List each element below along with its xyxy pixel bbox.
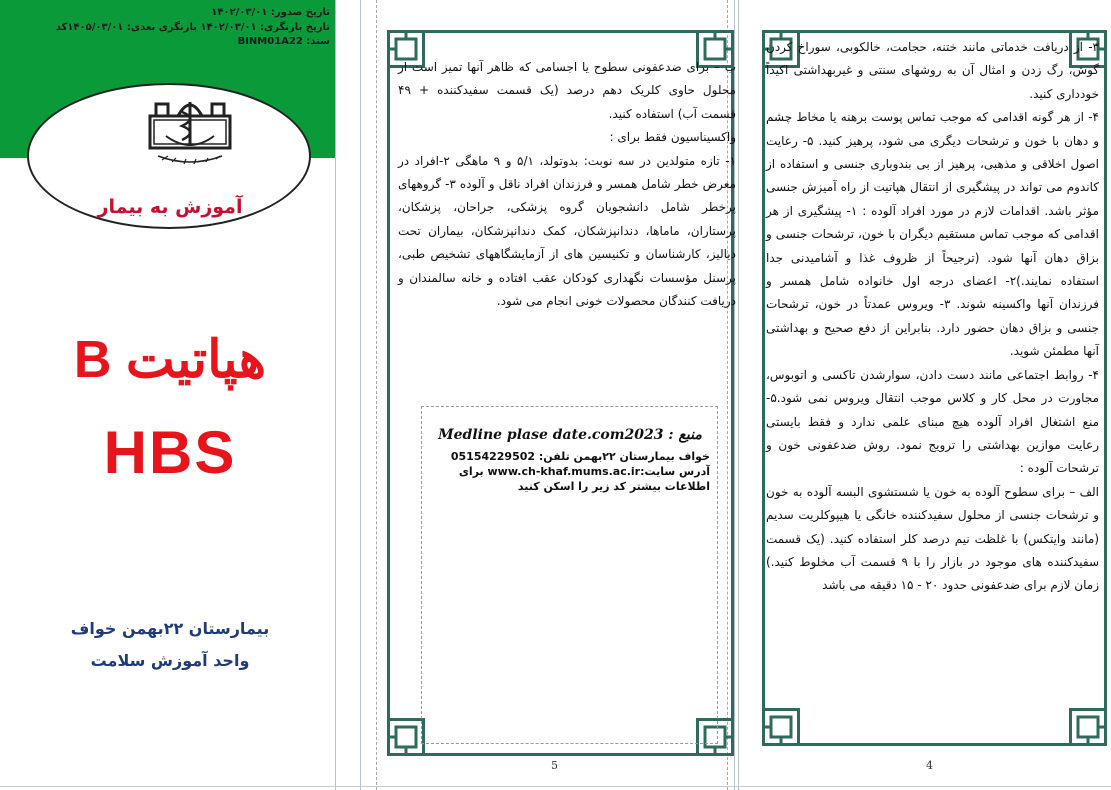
page-divider [738,0,739,790]
page-number: 4 [926,759,933,772]
paragraph: واکسیناسیون فقط برای : [609,130,736,145]
paragraph: ۳- از دریافت خدماتی مانند ختنه، حجامت، خالکوبی، سوراخ کردن گوش، رگ زدن و امثال آن به روشهای سنتی و غیربهداشتی اکیداً خودداری کنید. [766,40,1099,101]
paragraph: ب – برای ضدعفونی سطوح یا اجسامی که ظاهر آنها تمیز است از محلول حاوی کلریک دهم درصد (یک قسمت سفیدکننده + ۴۹ قسمت آب) استفاده کنید. [398,60,736,121]
source-title: منبع : Medline plase date.com2023 [438,427,702,443]
website-address: آدرس سایت:www.ch-khaf.mums.ac.ir برای [458,465,710,478]
meta-line: تاریخ بازنگری: ۱۴۰۲/۰۳/۰۱ بازنگری بعدی: ۱۴۰۵/۰۳/۰۱کد [55,21,330,33]
page-number: 5 [551,759,558,772]
page5-body [398,56,736,313]
corner-ornament-icon [387,718,425,756]
paragraph: ۴- روابط اجتماعی مانند دست دادن، سوارشدن تاکسی و اتوبوس، مجاورت در محل کار و کلاس موجب انتقال ویروس نمی شود.۵- منع اشتغال افراد آلوده هیچ مبنای علمی ندارد و فقط بایستی رعایت موازین بهداشتی را ترویج نمود. روش ضدعفونی خون و ترشحات آلوده : [766,367,1099,476]
hepatitis-b-title: هپاتیت B [73,331,267,389]
patient-education-title: آموزش به بیمار [97,196,243,218]
meta-line: سند: BINM01A22 [237,36,330,47]
margin-guide [376,0,377,790]
page4-body [766,36,1099,598]
meta-line: تاریخ صدور: ۱۴۰۲/۰۳/۰۱ [211,7,330,18]
scan-instruction: اطلاعات بیشتر کد زیر را اسکن کنید [517,480,710,493]
hbs-title: HBS [103,419,237,486]
corner-ornament-icon [762,708,800,746]
health-education-unit: واحد آموزش سلامت [90,651,250,670]
paragraph: الف – برای سطوح آلوده به خون یا شستشوی البسه آلوده به خون و ترشحات جنسی از محلول سفیدکننده خانگی یا هیپوکلریت سدیم (مانند وایتکس) با غلظت نیم درصد کلر استفاده کنید. (یک قسمت سفیدکننده های موجود در بازار را با ۹ قسمت آب مخلوط کنید.) زمان لازم برای ضدعفونی حدود ۲۰ - ۱۵ دقیقه می باشد [766,484,1099,593]
university-logo-icon [148,96,232,168]
page-bottom-edge [0,786,1111,787]
hospital-phone: خواف بیمارستان ۲۲بهمن تلفن: 05154229502 [450,450,710,463]
page-divider [335,0,336,790]
paragraph: ۱- تازه متولدین در سه نوبت: بدوتولد، ۵/۱ و ۹ ماهگی ۲-افراد در معرض خطر شامل همسر و فرزندان افراد ناقل و آلوده ۳- گروههای پرخطر شامل دانشجویان گروه پزشکی، جراحان، پزشکان، پرستاران، ماماها، دندانپزشکان، کمک دندانپزشکان، بیماران تحت دیالیز، کارشناسان و تکنیسین های از آزمایشگاههای تشخیص طبی، پرسنل مؤسسات نگهداری کودکان عقب افتاده و خانه سالمندان و دریافت کنندگان محصولات خونی انجام می شود. [398,153,737,309]
cover-page [0,0,335,790]
paragraph: ۴- از هر گونه اقدامی که موجب تماس پوست برهنه یا مخاط چشم و دهان با خون و ترشحات دیگری می شود، پرهیز کنید. ۵- رعایت اصول اخلاقی و مذهبی، پرهیز از بی بندوباری جنسی و استفاده از کاندوم می تواند در پیشگیری از انتقال هپاتیت از راه آمیزش جنسی مؤثر باشد. اقدامات لازم در مورد افراد آلوده : ۱- پیشگیری از هر اقدامی که موجب تماس مستقیم دیگران با خون، ترشحات جنسی و بزاق دهان آنها شود. (ترجیحاً از ظروف غذا و آشامیدنی جدا استفاده نمایند.)۲- اعضای درجه اول خانواده شامل همسر و فرزندان آنها واکسینه شوند. ۳- ویروس عمدتاً در خون، ترشحات جنسی و بزاق دهان حضور دارد. بنابراین از دفع صحیح و بهداشتی آنها مطمئن شوید. [766,110,1100,359]
hospital-name: بیمارستان ۲۲بهمن خواف [70,619,270,638]
page-divider [360,0,361,790]
document-meta [8,6,330,50]
corner-ornament-icon [1069,708,1107,746]
source-info [430,428,710,494]
